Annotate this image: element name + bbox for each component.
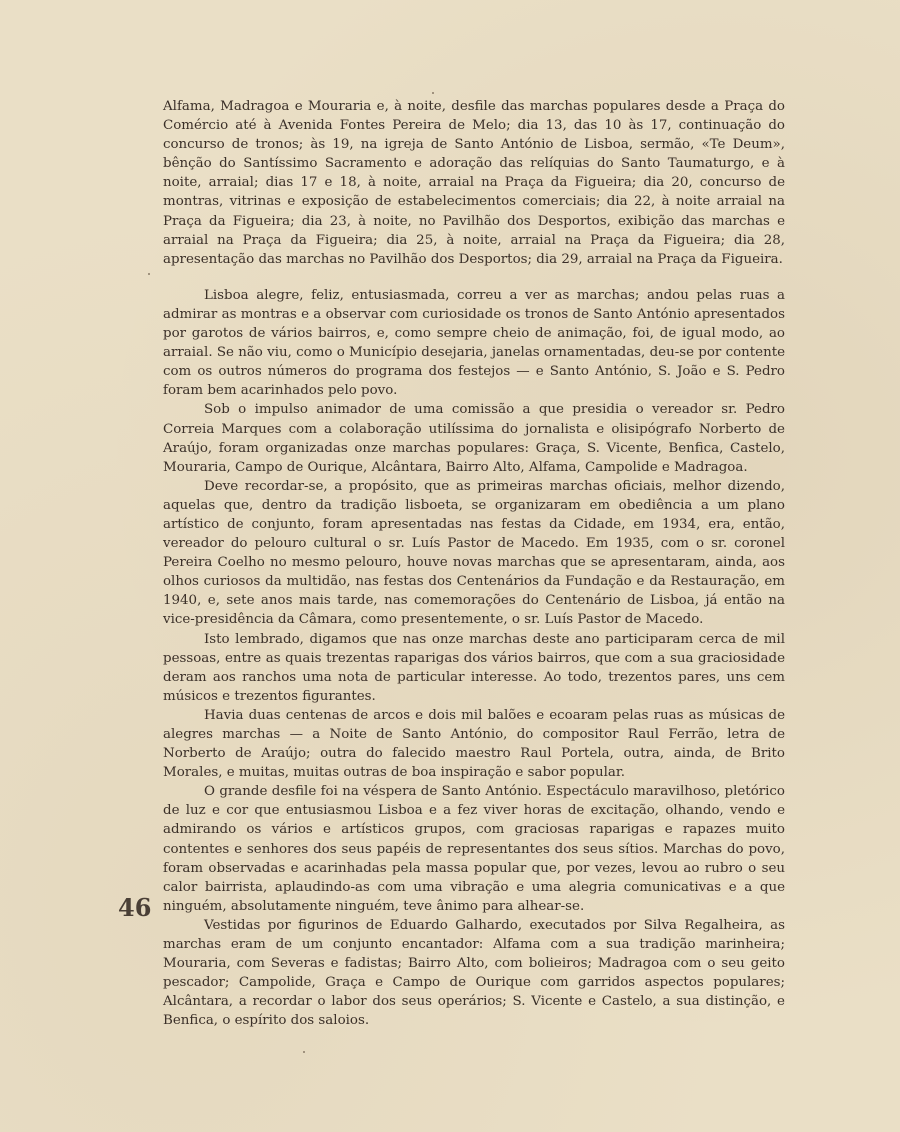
page-number: 46 [118,893,152,922]
paragraph: Sob o impulso animador de uma comissão a que presidia o vereador sr. Pedro Correia Marques com a colaboração utilíssima do jornalista e olisipógrafo Norberto de Araújo, foram organizadas onze marchas populares: Graça, S. Vicente, Benfica, Castelo, Mouraria, Campo de Ourique, Alcântara, Bairro Alto, Alfama, Campolide e Madragoa. [163,402,785,475]
paragraph: Deve recordar-se, a propósito, que as primeiras marchas oficiais, melhor dizendo, aquelas que, dentro da tradição lisboeta, se organizaram em obediência a um plano artístico de conjunto, foram apresentadas nas festas da Cidade, em 1934, era, então, vereador do pelouro cultural o sr. Luís Pastor de Macedo. Em 1935, com o sr. coronel Pereira Coelho no mesmo pelouro, houve novas marchas que se apresentaram, ainda, aos olhos curiosos da multidão, nas festas dos Centenários da Fundação e da Restauração, em 1940, e, sete anos mais tarde, nas comemorações do Centenário de Lisboa, já então na vice-presidência da Câmara, como presentemente, o sr. Luís Pastor de Macedo. [163,478,785,628]
paragraph: Alfama, Madragoa e Mouraria e, à noite, desfile das marchas populares desde a Praça do Comércio até à Avenida Fontes Pereira de Melo; dia 13, das 10 às 17, continuação do concurso de tronos; às 19, na igreja de Santo António de Lisboa, sermão, «Te Deum», bênção do Santíssimo Sacramento e adoração das relíquias do Santo Taumaturgo, e à noite, arraial; dias 17 e 18, à noite, arraial na Praça da Figueira; dia 20, concurso de montras, vitrinas e exposição de estabelecimentos comerciais; dia 22, à noite arraial na Praça da Figueira; dia 23, à noite, no Pavilhão dos Desportos, exibição das marchas e arraial na Praça da Figueira; dia 25, à noite, arraial na Praça da Figueira; dia 28, apresentação das marchas no Pavilhão dos Desportos; dia 29, arraial na Praça da Figueira. [163,99,785,267]
ink-speck [148,273,150,275]
paragraph: Isto lembrado, digamos que nas onze marchas deste ano participaram cerca de mil pessoas, entre as quais trezentas raparigas dos vários bairros, que com a sua graciosidade deram aos ranchos uma nota de particular interesse. Ao todo, trezentos pares, uns cem músicos e trezentos figurantes. [163,631,785,704]
paragraph: Havia duas centenas de arcos e dois mil balões e ecoaram pelas ruas as músicas de alegres marchas — a Noite de Santo António, do compositor Raul Ferrão, letra de Norberto de Araújo; outra do falecido maestro Raul Portela, outra, ainda, de Brito Morales, e muitas, muitas outras de boa inspiração e sabor popular. [163,707,785,781]
paragraph: Lisboa alegre, feliz, entusiasmada, correu a ver as marchas; andou pelas ruas a admirar as montras e a observar com curiosidade os tronos de Santo António apresentados por garotos de vários bairros, e, como sempre cheio de animação, foi, de igual modo, ao arraial. Se não viu, como o Município desejaria, janelas ornamentadas, deu-se por contente com os outros números do programa dos festejos — e Santo António, S. João e S. Pedro foram bem acarinhados pelo povo. [163,287,785,399]
body-text [163,97,785,1031]
paragraph-gap [163,269,785,286]
ink-speck [303,1051,305,1053]
paragraph: O grande desfile foi na véspera de Santo António. Espectáculo maravilhoso, pletórico de luz e cor que entusiasmou Lisboa e a fez viver horas de excitação, olhando, vendo e admirando os vários e artísticos grupos, com graciosas raparigas e rapazes muito contentes e senhores dos seus papéis de representantes dos seus sítios. Marchas do povo, foram observadas e acarinhadas pela massa popular que, por vezes, levou ao rubro o seu calor bairrista, aplaudindo-as com uma vibração e uma alegria comunicativas e a que ninguém, absolutamente ninguém, teve ânimo para alhear-se. [163,784,785,914]
ink-speck [432,92,434,94]
paragraph: Vestidas por figurinos de Eduardo Galhardo, executados por Silva Regalheira, as marchas eram de um conjunto encantador: Alfama com a sua tradição marinheira; Mouraria, com Severas e fadistas; Bairro Alto, com bolieiros; Madragoa com o seu geito pescador; Campolide, Graça e Campo de Ourique com garridos aspectos populares; Alcântara, a recordar o labor dos seus operários; S. Vicente e Castelo, a sua distinção, e Benfica, o espírito dos saloios. [163,917,785,1029]
